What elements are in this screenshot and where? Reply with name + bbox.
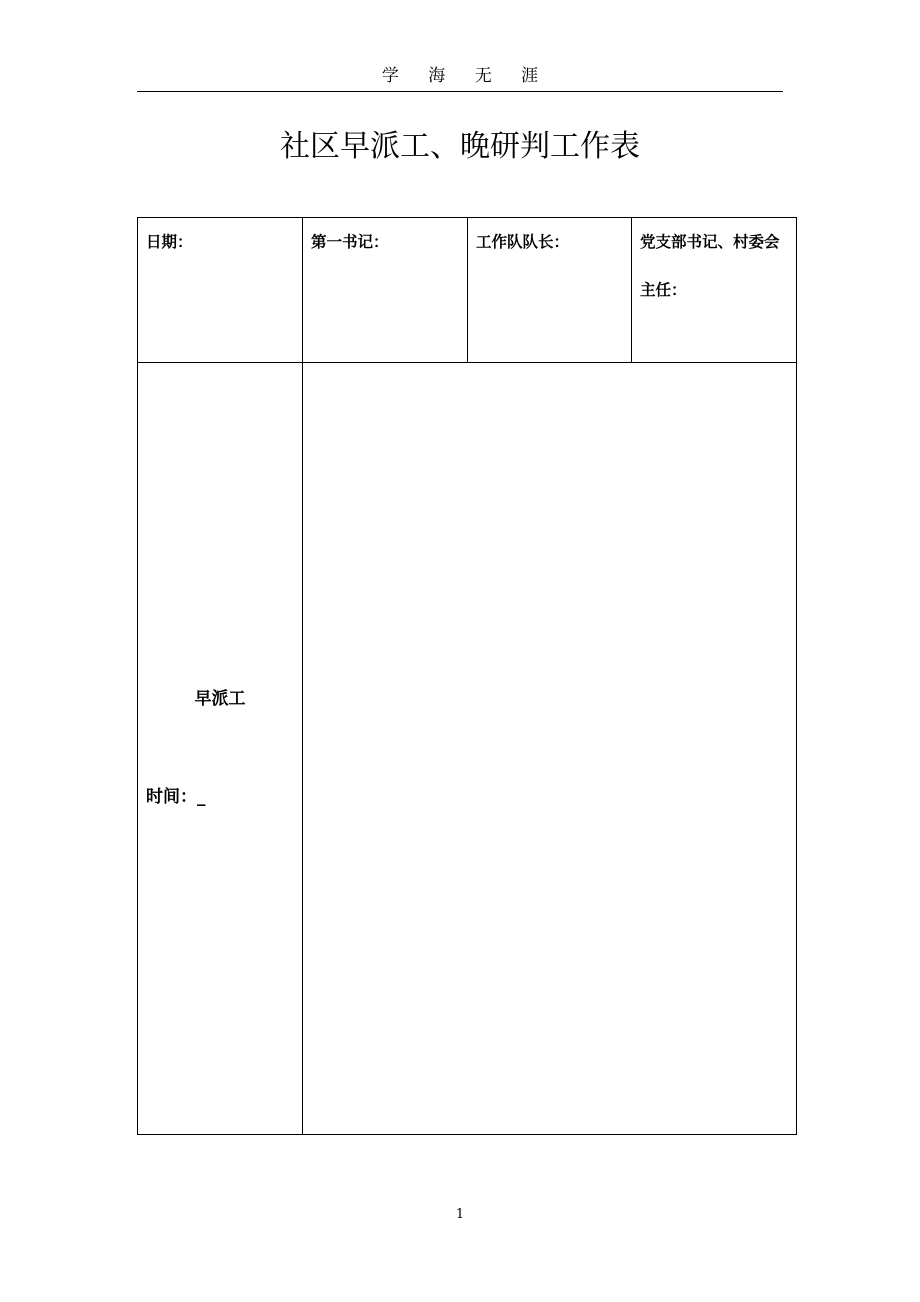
morning-dispatch-row: [138, 363, 797, 1135]
running-header: 学 海 无 涯: [381, 66, 551, 86]
morning-dispatch-title: 早派工: [194, 689, 246, 709]
time-label: 时间：_: [146, 787, 206, 807]
team-leader-label: 工作队队长：: [476, 233, 570, 251]
date-cell[interactable]: [138, 218, 303, 363]
first-secretary-label: 第一书记：: [311, 233, 389, 251]
document-title: 社区早派工、晚研判工作表: [280, 129, 640, 164]
work-form-table: [137, 217, 797, 1135]
team-leader-cell[interactable]: [468, 218, 632, 363]
branch-secretary-label-line2: 主任：: [640, 281, 687, 299]
morning-dispatch-label-cell: [138, 363, 303, 1135]
date-label: 日期：: [146, 233, 193, 251]
branch-secretary-label-line1: 党支部书记、村委会: [640, 233, 780, 251]
branch-secretary-cell[interactable]: [632, 218, 797, 363]
morning-dispatch-content-cell[interactable]: [303, 363, 797, 1135]
signature-row: [138, 218, 797, 363]
branch-secretary-label: [632, 218, 796, 300]
page-number: 1: [455, 1207, 465, 1222]
header-rule: [137, 91, 783, 92]
first-secretary-cell[interactable]: [303, 218, 468, 363]
